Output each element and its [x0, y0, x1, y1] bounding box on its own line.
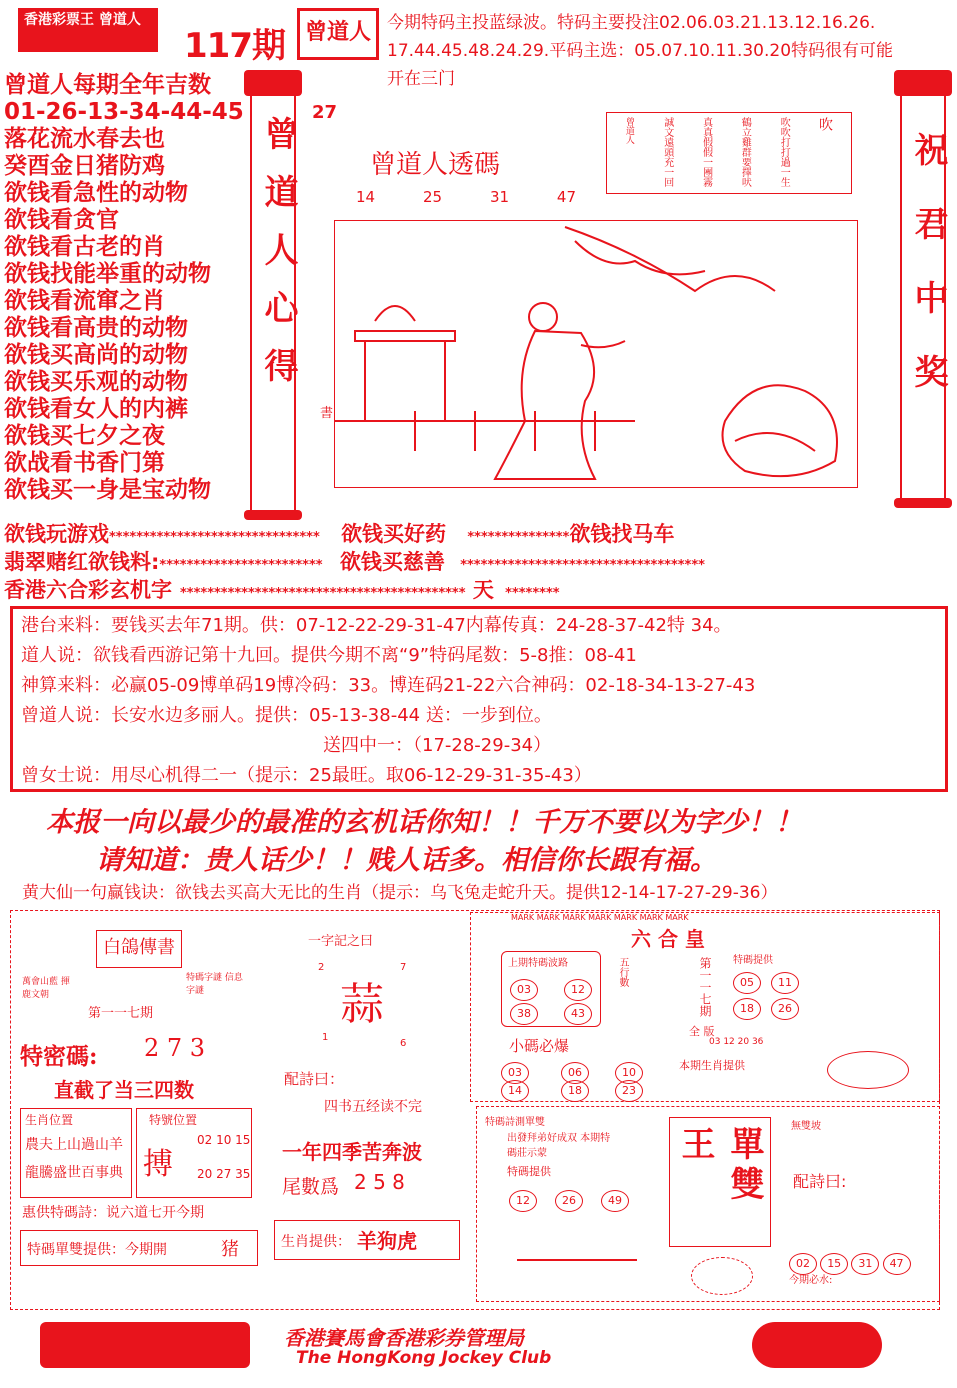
top-line-1: 今期特码主投蓝绿波。特码主要投注02.06.03.21.13.12.16.26.	[387, 13, 876, 33]
box1-sx-line: 龍騰盛世百事典	[25, 1165, 123, 1181]
box1-bo-num: 02 10 15	[197, 1133, 251, 1147]
box3-period: 第一一七期	[698, 957, 712, 1017]
issue-number: 117期	[184, 26, 285, 66]
box2-corner-num: 7	[400, 962, 407, 973]
illus-title: 曾道人透碼	[370, 150, 501, 180]
last-number: 12	[564, 979, 592, 1001]
list-item: 欲钱买乐观的动物	[4, 369, 188, 395]
white-dove-box	[16, 920, 264, 1302]
box4-right-nums	[789, 1253, 911, 1275]
box4-big: 單雙王	[675, 1126, 764, 1206]
box3-brand: 六 合 皇	[631, 927, 705, 951]
info-line: 道人说：欲钱看西游记第十九回。提供今期不离“9”特码尾数：5-8推：08-41	[21, 645, 637, 666]
box4-right-number: 31	[851, 1253, 879, 1275]
illus-poem-box	[606, 112, 852, 194]
box4-big-box	[669, 1117, 771, 1247]
poem-col: 鶴立雞群要擇吠	[739, 117, 751, 187]
box2-corner-num: 1	[322, 1032, 329, 1043]
riddle-line-3	[4, 574, 560, 604]
small-number: 10	[615, 1062, 643, 1084]
daoren-illustration-panel	[290, 96, 896, 506]
lottery-logo-icon	[752, 1322, 882, 1368]
box1-right-small: 特碼字謎 信息字謎	[186, 973, 243, 996]
list-item: 欲钱看高贵的动物	[4, 315, 188, 341]
box1-sx-line: 農夫上山過山羊	[25, 1137, 123, 1153]
star-divider: ********	[505, 586, 560, 601]
info-line: 港台来料：要钱买去年71期。供：07-12-22-29-31-47内幕传真：24-28-37-42特 34。	[21, 615, 732, 636]
box4-label1: 特碼詩測單雙	[485, 1117, 545, 1128]
one-word-box	[268, 920, 464, 1302]
last-number: 03	[510, 979, 538, 1001]
box1-single-value: 猪	[221, 1239, 239, 1260]
box3-small-label: 小碼必爆	[509, 1037, 570, 1055]
box1-tm-value: 2 7 3	[144, 1034, 206, 1062]
scroll-right-text: 祝君中奖	[908, 132, 948, 428]
special-number: 18	[733, 998, 761, 1020]
box1-tm-label: 特密碼:	[20, 1043, 98, 1070]
box1-direct: 直截了当三四数	[54, 1078, 194, 1102]
info-line: 曾女士说：用尽心机得二一（提示：25最旺。取06-12-29-31-35-43）	[21, 765, 592, 786]
illus-number: 31	[489, 188, 510, 206]
star-divider: ******************************************	[180, 586, 466, 601]
scroll-right	[900, 94, 946, 500]
box4-label2: 特碼提供	[507, 1165, 551, 1178]
riddle-text: 欲钱买慈善	[339, 550, 445, 574]
poem-col: 真真假假一團霧	[700, 117, 712, 187]
info-line: 神算来料：必赢05-09博单码19博冷码：33。博连码21-22六合神码：02-18-34-13-27-43	[21, 675, 756, 696]
list-item: 欲钱买高尚的动物	[4, 342, 188, 368]
small-number: 14	[501, 1080, 529, 1102]
box4-right-number: 15	[820, 1253, 848, 1275]
top-line-3: 开在三门	[387, 69, 455, 89]
poem-col: 吹	[817, 117, 834, 131]
info-line: 曾道人说：长安水边多丽人。提供：05-13-38-44 送：一步到位。	[21, 705, 552, 726]
huang-daxian-line: 黄大仙一句赢钱诀：欲钱去买高大无比的生肖（提示：乌飞兔走蛇升天。提供12-14-17-27-29-36）	[22, 883, 778, 903]
info-line: 送四中一：（17-28-29-34）	[323, 735, 552, 756]
box4-right-number: 47	[883, 1253, 911, 1275]
list-item: 欲钱看贪官	[4, 207, 119, 233]
flower-emblem-icon	[691, 1257, 753, 1295]
list-item: 欲钱找能举重的动物	[4, 261, 211, 287]
illus-number: 47	[556, 188, 576, 206]
brand-logo: 香港彩票王 曾道人	[18, 8, 158, 52]
slogan-2: 请知道：贵人话少！！贱人话多。相信你长跟有福。	[96, 845, 717, 876]
poem-col: 吹吹打打過一生	[778, 117, 790, 187]
box3-edition: 全 版	[689, 1025, 715, 1038]
illus-top-number: 27	[312, 102, 338, 123]
scroll-right-bottom	[894, 498, 952, 508]
poem-col: 誠文遠頭充一回	[661, 117, 673, 187]
small-number: 23	[615, 1080, 643, 1102]
box1-bo-box	[136, 1108, 252, 1198]
small-number: 18	[561, 1080, 589, 1102]
riddle-line-1	[4, 518, 674, 548]
box3-marquee: MARK MARK MARK MARK MARK MARK MARK	[511, 913, 689, 922]
box2-tail-label: 尾數爲	[282, 1176, 340, 1198]
single-double-box	[476, 1106, 940, 1302]
box3-special-label: 特碼提供	[733, 955, 773, 966]
list-item: 欲钱看古老的肖	[4, 234, 165, 260]
list-item: 落花流水春去也	[4, 126, 165, 152]
star-divider: ************************	[159, 558, 323, 573]
illus-number: 25	[422, 188, 443, 206]
box2-poem: 四书五经读不完	[324, 1099, 422, 1115]
footer-cn: 香港賽馬會香港彩券管理局	[284, 1326, 524, 1350]
box4-right-label: 無雙坡	[791, 1121, 821, 1132]
riddle-line-2	[4, 546, 705, 576]
box1-bo-label: 特號位置	[149, 1113, 198, 1127]
box3-animal-label: 本期生肖提供	[679, 1059, 745, 1072]
special-number: 11	[771, 972, 799, 994]
box3-last-label: 上期特碼波路	[508, 958, 568, 969]
box4-poem1: 出發拜弟好成双 本期特碼莊示蒙	[507, 1133, 611, 1159]
box1-left-small: 萬會山藍 揮鹿文朝	[22, 977, 70, 1000]
box3-tail-nums: 03 12 20 36	[709, 1037, 764, 1047]
box2-char: 蒜	[340, 979, 384, 1030]
box1-sx-box	[20, 1108, 132, 1198]
list-item: 欲钱看流窜之肖	[4, 288, 165, 314]
box2-title: 一字記之曰	[308, 934, 374, 949]
dragon-doodle-icon	[517, 1237, 637, 1261]
riddle-text: 欲钱买好药	[341, 522, 447, 546]
top-line-2: 17.44.45.48.24.29.平码主选：05.07.10.11.30.20特码很有可能	[387, 41, 894, 61]
box2-poem-label: 配詩曰：	[284, 1070, 345, 1088]
box2-sx-label: 生肖提供：	[281, 1234, 351, 1250]
box2-sx-value: 羊狗虎	[357, 1229, 417, 1253]
special-number: 26	[771, 998, 799, 1020]
riddle-text: 欲钱玩游戏	[4, 522, 109, 546]
last-number: 43	[564, 1003, 592, 1025]
box2-corner-num: 6	[400, 1038, 407, 1049]
daoren-stamp: 曾道人	[297, 8, 379, 60]
box1-bo-char: 搏	[143, 1147, 173, 1182]
illus-picture-frame	[334, 220, 858, 488]
illus-numbers	[356, 188, 576, 206]
info-box	[10, 606, 948, 792]
box4-right-number: 02	[789, 1253, 817, 1275]
illus-number: 14	[356, 188, 376, 206]
riddle-text: 天	[472, 578, 494, 602]
box1-sx-label: 生肖位置	[25, 1113, 74, 1127]
riddle-text: 欲钱找马车	[569, 522, 675, 546]
flower-emblem-icon	[827, 1051, 909, 1089]
illus-side-char: 書	[320, 406, 334, 421]
box4-number: 26	[555, 1190, 583, 1212]
box2-corner-num: 2	[318, 962, 325, 973]
box1-bo-num: 20 27 35	[197, 1167, 251, 1181]
star-divider: ***************	[467, 530, 570, 545]
box4-today: 今期必水:	[789, 1275, 833, 1286]
box2-year-line: 一年四季苦奔波	[282, 1140, 422, 1164]
list-item: 欲钱看急性的动物	[4, 180, 188, 206]
star-divider: *******************************	[109, 530, 320, 545]
list-item: 01-26-13-34-44-45	[4, 99, 244, 125]
liuhe-huang-box	[470, 912, 940, 1102]
list-item: 欲钱看女人的内裤	[4, 396, 188, 422]
box1-title: 白鴿傳書	[96, 930, 182, 968]
box2-tail: 2 5 8	[354, 1170, 405, 1194]
box2-sx-box	[274, 1220, 460, 1260]
small-number: 03	[501, 1062, 529, 1084]
box1-single-box	[20, 1230, 258, 1266]
left-riddle-list	[4, 72, 244, 504]
box1-period: 第一一七期	[88, 1006, 154, 1021]
box4-number: 49	[601, 1190, 629, 1212]
box4-poem-label: 配詩曰:	[793, 1172, 847, 1191]
riddle-text: 翡翠赌红欲钱料:	[4, 550, 160, 574]
riddle-text: 香港六合彩玄机字	[4, 578, 172, 602]
box3-side-label: 五行數	[617, 957, 628, 987]
box4-number: 12	[509, 1190, 537, 1212]
scroll-left-top	[244, 70, 302, 96]
list-item: 曾道人每期全年吉数	[4, 72, 211, 98]
lady-drawing-icon	[335, 221, 855, 485]
box1-single-label: 特碼單雙提供：今期開	[27, 1242, 167, 1258]
scroll-left-text: 曾道人心得	[258, 116, 298, 406]
scroll-right-top	[894, 70, 952, 96]
slogan-1: 本报一向以最少的最准的玄机话你知！！千万不要以为字少！！	[46, 807, 802, 838]
poem-col: 曾道人	[623, 117, 634, 144]
footer-en: The HongKong Jockey Club	[296, 1348, 552, 1368]
special-number: 05	[733, 972, 761, 994]
list-item: 欲钱买一身是宝动物	[4, 477, 211, 503]
list-item: 欲战看书香门第	[4, 450, 165, 476]
list-item: 癸酉金日猪防鸡	[4, 153, 165, 179]
jockey-club-logo-icon	[40, 1322, 250, 1368]
last-number: 38	[510, 1003, 538, 1025]
small-number: 06	[561, 1062, 589, 1084]
box1-te-poem: 惠供特碼詩：说六道七开今期	[22, 1205, 204, 1221]
star-divider: ************************************	[460, 558, 705, 573]
list-item: 欲钱买七夕之夜	[4, 423, 165, 449]
box3-last-box	[501, 951, 601, 1027]
